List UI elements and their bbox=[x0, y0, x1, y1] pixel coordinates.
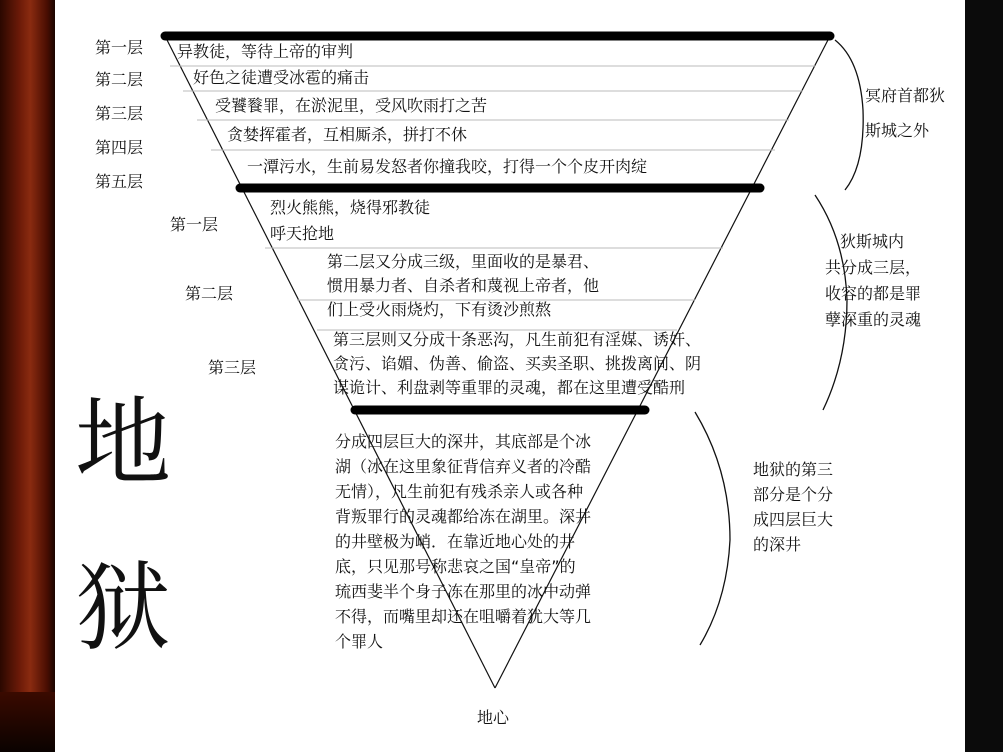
part1-level-4-desc: 贪婪挥霍者，互相厮杀，拼打不休 bbox=[227, 125, 468, 144]
part2-level-2-name: 第二层 bbox=[185, 284, 234, 303]
part1-level-3-name: 第三层 bbox=[95, 104, 144, 123]
part1-level-2-name: 第二层 bbox=[95, 70, 144, 89]
part2-level-1-name: 第一层 bbox=[170, 215, 219, 234]
part2-level-3-desc-line-1: 第三层则又分成十条恶沟，凡生前犯有淫媒、诱奸、 bbox=[333, 330, 702, 349]
part2-level-2-desc-line-3: 们上受火雨烧灼，下有烫沙煎熬 bbox=[327, 300, 552, 319]
inferno-cone-diagram bbox=[55, 0, 965, 752]
slide-left-border bbox=[0, 0, 55, 752]
part1-level-5-desc: 一潭污水，生前易发怒者你撞我咬，打得一个个皮开肉绽 bbox=[247, 157, 648, 176]
part3-desc-line-4: 背叛罪行的灵魂都给冻在湖里。深井 bbox=[335, 507, 592, 526]
slide-right-border bbox=[965, 0, 1003, 752]
part3-note-line-1: 地狱的第三 bbox=[753, 460, 834, 479]
slide-canvas bbox=[55, 0, 965, 752]
big-title-char-2: 狱 bbox=[75, 552, 171, 664]
big-title-char-1: 地 bbox=[75, 387, 171, 499]
part1-level-2-desc: 好色之徒遭受冰雹的痛击 bbox=[193, 68, 370, 87]
part3-desc-line-8: 不得，而嘴里却还在咀嚼着犹大等几 bbox=[335, 607, 592, 626]
part1-level-1-name: 第一层 bbox=[95, 38, 144, 57]
part2-level-3-desc-line-2: 贪污、谄媚、伪善、偷盗、买卖圣职、挑拨离间、阴 bbox=[333, 354, 702, 373]
part3-desc-line-2: 湖（冰在这里象征背信弃义者的冷酷 bbox=[335, 457, 592, 476]
part2-note-line-1: 狄斯城内 bbox=[840, 232, 905, 251]
part3-desc-line-5: 的井壁极为峭．在靠近地心处的井 bbox=[335, 532, 576, 551]
part2-note-line-3: 收容的都是罪 bbox=[825, 284, 922, 303]
part1-note-line-1: 冥府首都狄 bbox=[865, 86, 946, 105]
part1-note-line-2: 斯城之外 bbox=[865, 121, 930, 140]
part2-level-1-desc-line-2: 呼天抢地 bbox=[270, 224, 335, 243]
part3-desc-line-7: 琉西斐半个身子冻在那里的冰中动弹 bbox=[335, 582, 592, 601]
part2-level-1-desc-line-1: 烈火熊熊，烧得邪教徒 bbox=[270, 198, 431, 217]
part1-level-1-desc: 异教徒，等待上帝的审判 bbox=[177, 42, 354, 61]
part2-level-3-name: 第三层 bbox=[208, 358, 257, 377]
slide-left-border-shade bbox=[0, 692, 55, 752]
part2-level-2-desc-line-1: 第二层又分成三级，里面收的是暴君、 bbox=[327, 252, 600, 271]
brace-part1 bbox=[835, 40, 863, 190]
part3-desc-line-1: 分成四层巨大的深井，其底部是个冰 bbox=[335, 432, 592, 451]
part3-note-line-4: 的深井 bbox=[753, 535, 802, 554]
part2-note-line-2: 共分成三层， bbox=[825, 258, 922, 277]
part1-level-5-name: 第五层 bbox=[95, 172, 144, 191]
earth-center-label: 地心 bbox=[477, 708, 510, 727]
part1-level-3-desc: 受饕餮罪，在淤泥里，受风吹雨打之苦 bbox=[215, 96, 488, 115]
part3-desc-line-3: 无情），凡生前犯有残杀亲人或各种 bbox=[335, 482, 584, 501]
part2-note-line-4: 孽深重的灵魂 bbox=[825, 310, 922, 329]
part1-level-4-name: 第四层 bbox=[95, 138, 144, 157]
part2-level-3-desc-line-3: 谋诡计、利盘剥等重罪的灵魂，都在这里遭受酷刑 bbox=[333, 378, 686, 397]
part3-desc-line-6: 底，只见那号称悲哀之国“皇帝”的 bbox=[335, 557, 576, 576]
part3-note-line-3: 成四层巨大 bbox=[753, 510, 834, 529]
part2-level-2-desc-line-2: 惯用暴力者、自杀者和蔑视上帝者，他 bbox=[327, 276, 600, 295]
part3-desc-line-9: 个罪人 bbox=[335, 632, 384, 651]
part3-note-line-2: 部分是个分 bbox=[753, 485, 834, 504]
brace-part3 bbox=[695, 412, 730, 645]
